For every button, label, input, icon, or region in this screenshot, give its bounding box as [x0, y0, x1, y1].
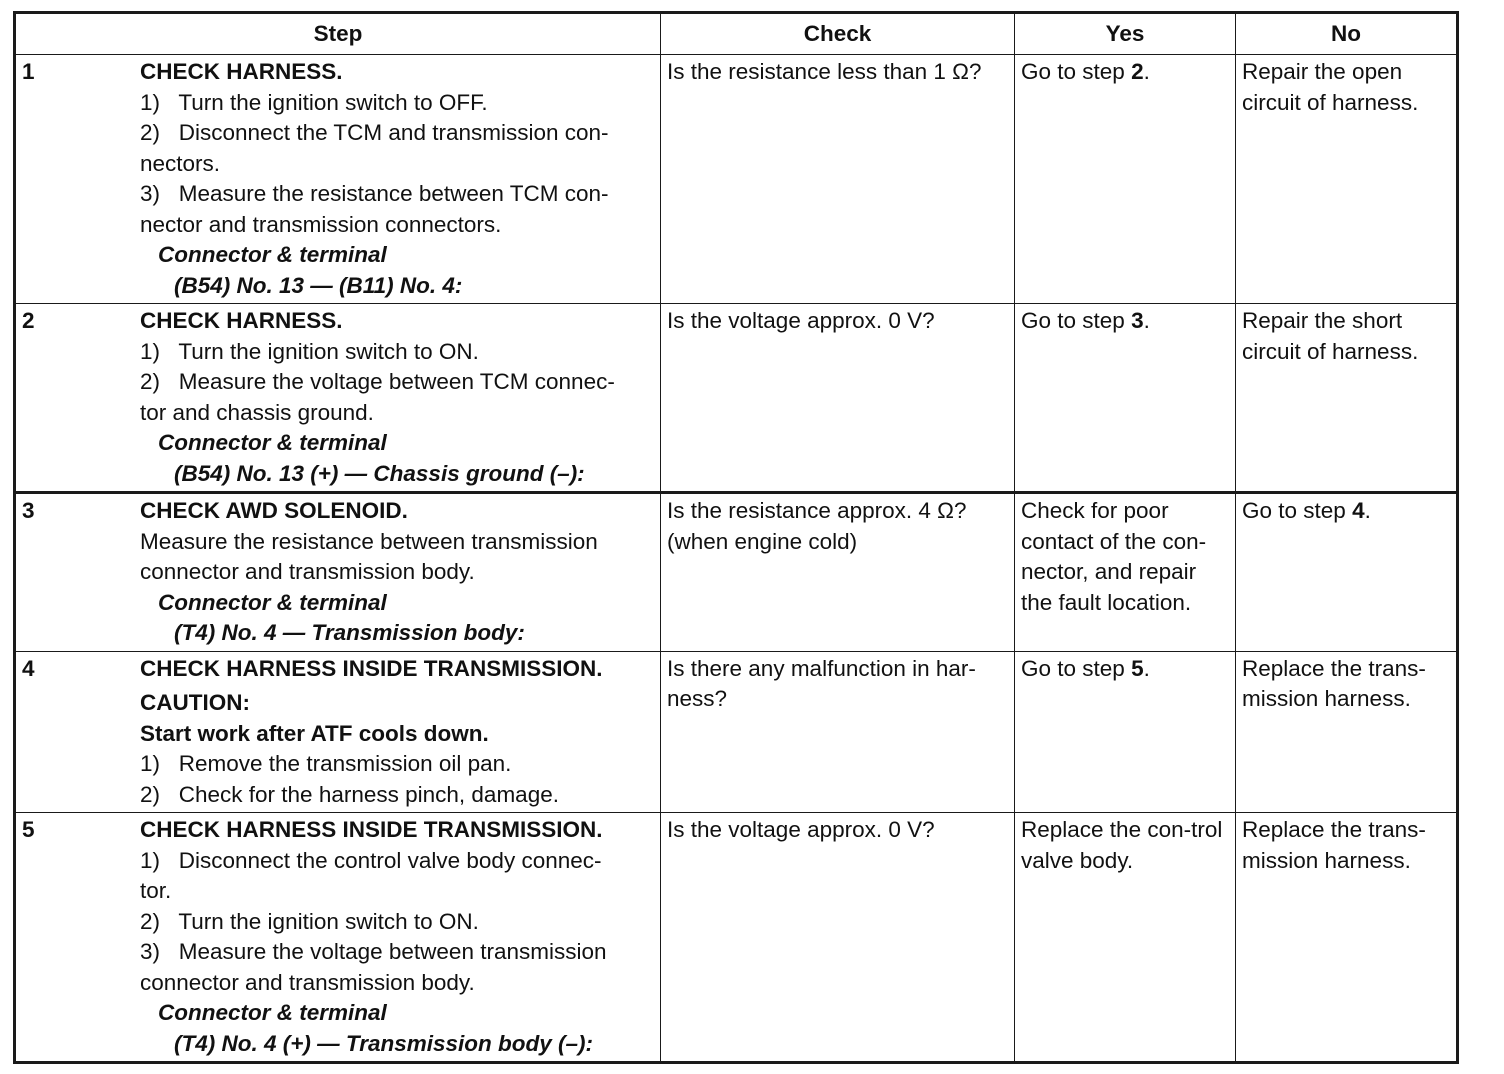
yes-cell: [1015, 651, 1236, 813]
step-line: 1) Disconnect the control valve body connec-: [140, 847, 602, 873]
table-row: [15, 813, 1458, 1063]
step-line: nector and transmission connectors.: [140, 211, 502, 237]
yes-prefix: Go to step: [1021, 655, 1132, 681]
table-row: [15, 55, 1458, 304]
step-line: 1) Turn the ignition switch to ON.: [140, 338, 479, 364]
step-line: tor.: [140, 878, 172, 903]
yes-cell: [1015, 55, 1236, 304]
no-prefix: Go to step: [1242, 498, 1353, 523]
diagnostic-table: [13, 11, 1459, 1064]
step-number: 5: [22, 817, 35, 842]
check-cell: Is the resistance less than 1 Ω?: [661, 55, 1015, 304]
yes-cell: Check for poor contact of the con-nector, and repair the fault location.: [1015, 493, 1236, 652]
connector-terminal-value: (T4) No. 4 (+) — Transmission body (–):: [174, 1030, 594, 1056]
no-suffix: .: [1364, 498, 1371, 523]
step-title: CHECK HARNESS.: [140, 308, 343, 333]
header-yes: Yes: [1015, 13, 1236, 55]
step-cell: [15, 55, 661, 304]
step-line: connector and transmission body.: [140, 969, 475, 995]
header-row: [15, 13, 1458, 55]
check-cell: Is the voltage approx. 0 V?: [661, 304, 1015, 493]
step-line: 2) Check for the harness pinch, damage.: [140, 781, 559, 807]
yes-cell: Replace the con-trol valve body.: [1015, 813, 1236, 1063]
step-line: 1) Remove the transmission oil pan.: [140, 751, 512, 776]
no-step-number: 4: [1352, 498, 1365, 523]
yes-suffix: .: [1143, 308, 1150, 333]
step-title: CHECK HARNESS INSIDE TRANSMISSION.: [140, 817, 603, 842]
step-number: 2: [22, 308, 35, 333]
yes-suffix: .: [1143, 655, 1150, 681]
no-cell: Repair the open circuit of harness.: [1236, 55, 1458, 304]
step-line: nectors.: [140, 150, 221, 176]
check-cell: Is the resistance approx. 4 Ω? (when engine cold): [661, 493, 1015, 652]
header-check: Check: [661, 13, 1015, 55]
connector-terminal-label: Connector & terminal: [158, 1000, 387, 1025]
step-number: 3: [22, 498, 35, 523]
table-row: [15, 651, 1458, 813]
step-cell: [15, 493, 661, 652]
yes-step-number: 2: [1131, 59, 1144, 84]
no-cell: [1236, 493, 1458, 652]
step-line: 3) Measure the resistance between TCM con-: [140, 181, 609, 206]
yes-prefix: Go to step: [1021, 59, 1132, 84]
connector-terminal-value: (B54) No. 13 — (B11) No. 4:: [174, 272, 463, 298]
step-number: 4: [22, 655, 35, 681]
connector-terminal-label: Connector & terminal: [158, 242, 387, 267]
step-line: Measure the resistance between transmission: [140, 528, 598, 554]
connector-terminal-value: (T4) No. 4 — Transmission body:: [174, 620, 525, 645]
header-no: No: [1236, 13, 1458, 55]
table-row: [15, 304, 1458, 493]
connector-terminal-value: (B54) No. 13 (+) — Chassis ground (–):: [174, 460, 585, 486]
yes-prefix: Go to step: [1021, 308, 1132, 333]
check-cell: Is there any malfunction in har-ness?: [661, 651, 1015, 813]
check-cell: Is the voltage approx. 0 V?: [661, 813, 1015, 1063]
step-title: CHECK HARNESS.: [140, 59, 343, 84]
connector-terminal-label: Connector & terminal: [158, 430, 387, 455]
step-line: 2) Measure the voltage between TCM connec-: [140, 369, 615, 394]
table-row: [15, 493, 1458, 652]
step-cell: [15, 813, 661, 1063]
step-line: 2) Disconnect the TCM and transmission con-: [140, 120, 609, 145]
step-line: tor and chassis ground.: [140, 399, 374, 425]
step-title: CHECK AWD SOLENOID.: [140, 498, 408, 523]
yes-step-number: 3: [1131, 308, 1144, 333]
caution-text: Start work after ATF cools down.: [140, 720, 489, 746]
no-cell: Replace the trans-mission harness.: [1236, 651, 1458, 813]
yes-step-number: 5: [1131, 655, 1144, 681]
connector-terminal-label: Connector & terminal: [158, 589, 387, 615]
step-line: connector and transmission body.: [140, 559, 475, 584]
yes-suffix: .: [1143, 59, 1150, 84]
no-cell: Replace the trans-mission harness.: [1236, 813, 1458, 1063]
header-step: Step: [15, 13, 661, 55]
step-line: 1) Turn the ignition switch to OFF.: [140, 89, 488, 115]
step-line: 3) Measure the voltage between transmission: [140, 939, 607, 964]
step-number: 1: [22, 59, 35, 84]
no-cell: Repair the short circuit of harness.: [1236, 304, 1458, 493]
step-cell: [15, 304, 661, 493]
step-title: CHECK HARNESS INSIDE TRANSMISSION.: [140, 655, 603, 681]
step-line: 2) Turn the ignition switch to ON.: [140, 908, 479, 934]
caution-label: CAUTION:: [140, 690, 250, 715]
step-cell: [15, 651, 661, 813]
yes-cell: [1015, 304, 1236, 493]
